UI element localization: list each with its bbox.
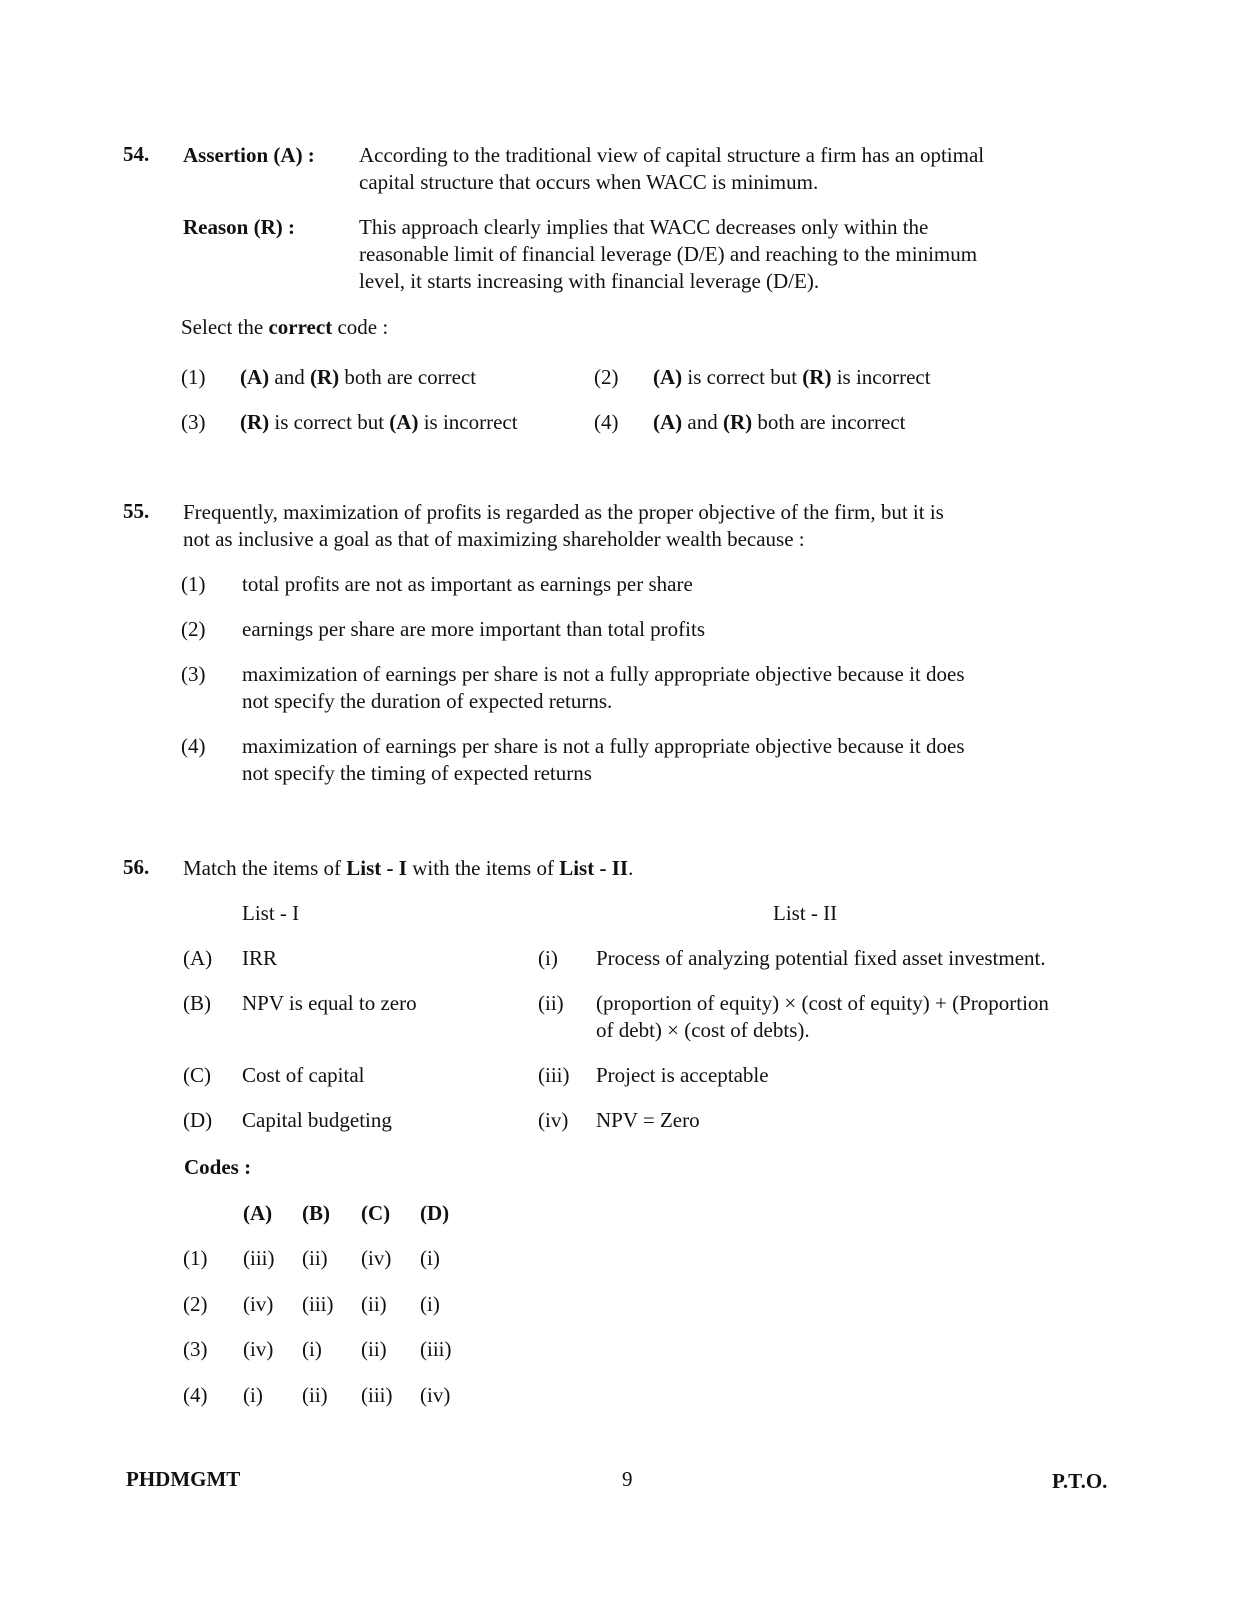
- list-1-label: (D): [183, 1108, 213, 1132]
- assertion-line-2: capital structure that occurs when WACC is minimum.: [359, 170, 819, 194]
- option-text: maximization of earnings per share is not a fully appropriate objective because it does: [242, 734, 965, 758]
- option-text: [240, 409, 518, 436]
- text-run: List - II: [559, 856, 629, 880]
- list-2-item: Project is acceptable: [596, 1063, 769, 1087]
- list-2-item: NPV = Zero: [596, 1108, 700, 1132]
- text-run: (R): [802, 365, 832, 389]
- option-number: (1): [181, 572, 206, 596]
- assertion-line-1: According to the traditional view of capital structure a firm has an optimal: [359, 143, 985, 167]
- code-value: (iii): [420, 1337, 452, 1361]
- reason-line-1: This approach clearly implies that WACC decreases only within the: [359, 215, 929, 239]
- text-run: with the items of: [406, 856, 560, 880]
- list-2-item: of debt) × (cost of debts).: [596, 1018, 810, 1042]
- text-run: both are correct: [339, 365, 477, 389]
- code-value: (ii): [302, 1246, 328, 1270]
- text-run: is correct but: [682, 365, 803, 389]
- list-1-item: IRR: [242, 946, 278, 970]
- text-run: (A): [653, 365, 683, 389]
- code-option-number: (3): [183, 1337, 208, 1361]
- text-run: Match the items of: [183, 856, 347, 880]
- text-run: both are incorrect: [752, 410, 906, 434]
- option-text: not specify the timing of expected returns: [242, 761, 592, 785]
- paper-code: PHDMGMT: [126, 1467, 241, 1491]
- option-number: (4): [181, 734, 206, 758]
- list-1-label: (B): [183, 991, 211, 1015]
- list-1-label: (A): [183, 946, 213, 970]
- text-run: .: [628, 856, 634, 880]
- option-text: [240, 364, 476, 391]
- list-2-label: (iv): [538, 1108, 569, 1132]
- option-text: earnings per share are more important than total profits: [242, 617, 706, 641]
- option-text: not specify the duration of expected returns.: [242, 689, 613, 713]
- code-value: (ii): [361, 1337, 387, 1361]
- pto-label: P.T.O.: [1052, 1469, 1108, 1493]
- codes-label: Codes :: [184, 1155, 252, 1179]
- assertion-label: Assertion (A) :: [183, 143, 315, 167]
- reason-label: Reason (R) :: [183, 215, 295, 239]
- option-number: (3): [181, 662, 206, 686]
- code-header: (D): [420, 1201, 450, 1225]
- code-value: (iii): [361, 1383, 393, 1407]
- code-option-number: (1): [183, 1246, 208, 1270]
- code-header: (C): [361, 1201, 391, 1225]
- code-option-number: (2): [183, 1292, 208, 1316]
- code-value: (iv): [243, 1337, 274, 1361]
- list-2-label: (iii): [538, 1063, 570, 1087]
- text-run: (A): [653, 410, 683, 434]
- option-text: [653, 364, 931, 391]
- instruction-pre: Select the: [181, 315, 269, 339]
- text-run: List - I: [346, 856, 407, 880]
- code-option-number: (4): [183, 1383, 208, 1407]
- text-run: and: [682, 410, 723, 434]
- option-text: [653, 409, 905, 436]
- text-run: (R): [722, 410, 753, 434]
- text-run: (A): [240, 365, 270, 389]
- code-value: (iv): [420, 1383, 451, 1407]
- text-run: (R): [309, 365, 340, 389]
- instruction-bold: correct: [268, 315, 333, 339]
- list-2-label: (ii): [538, 991, 564, 1015]
- option-text: maximization of earnings per share is not a fully appropriate objective because it does: [242, 662, 965, 686]
- code-value: (i): [243, 1383, 263, 1407]
- instruction-post: code :: [332, 315, 389, 339]
- option-number: (2): [594, 365, 619, 389]
- question-number: 56.: [123, 855, 150, 879]
- code-value: (iv): [361, 1246, 392, 1270]
- code-value: (i): [302, 1337, 322, 1361]
- option-number: (1): [181, 365, 206, 389]
- code-value: (ii): [302, 1383, 328, 1407]
- code-value: (iii): [243, 1246, 275, 1270]
- stem-line-2: not as inclusive a goal as that of maximizing shareholder wealth because :: [183, 527, 805, 551]
- text-run: (A): [389, 410, 419, 434]
- text-run: and: [269, 365, 310, 389]
- reason-line-2: reasonable limit of financial leverage (D/E) and reaching to the minimum: [359, 242, 978, 266]
- option-number: (4): [594, 410, 619, 434]
- option-number: (2): [181, 617, 206, 641]
- code-value: (iii): [302, 1292, 334, 1316]
- list-2-header: List - II: [773, 901, 838, 925]
- code-value: (i): [420, 1246, 440, 1270]
- option-number: (3): [181, 410, 206, 434]
- stem: [183, 855, 633, 882]
- list-2-item: Process of analyzing potential fixed asset investment.: [596, 946, 1046, 970]
- stem-line-1: Frequently, maximization of profits is regarded as the proper objective of the firm, but it is: [183, 500, 944, 524]
- list-1-item: Capital budgeting: [242, 1108, 392, 1132]
- page-number: 9: [622, 1467, 633, 1491]
- code-value: (iv): [243, 1292, 274, 1316]
- list-2-item: (proportion of equity) × (cost of equity) + (Proportion: [596, 991, 1049, 1015]
- question-number: 55.: [123, 499, 150, 523]
- list-1-label: (C): [183, 1063, 211, 1087]
- list-1-item: Cost of capital: [242, 1063, 365, 1087]
- list-2-label: (i): [538, 946, 558, 970]
- question-number: 54.: [123, 142, 150, 166]
- list-1-header: List - I: [242, 901, 300, 925]
- text-run: is incorrect: [831, 365, 931, 389]
- code-header: (A): [243, 1201, 273, 1225]
- code-value: (ii): [361, 1292, 387, 1316]
- list-1-item: NPV is equal to zero: [242, 991, 417, 1015]
- option-text: total profits are not as important as earnings per share: [242, 572, 693, 596]
- text-run: is correct but: [269, 410, 390, 434]
- code-header: (B): [302, 1201, 330, 1225]
- reason-line-3: level, it starts increasing with financial leverage (D/E).: [359, 269, 820, 293]
- code-value: (i): [420, 1292, 440, 1316]
- instruction: [181, 314, 388, 341]
- text-run: is incorrect: [418, 410, 518, 434]
- text-run: (R): [240, 410, 270, 434]
